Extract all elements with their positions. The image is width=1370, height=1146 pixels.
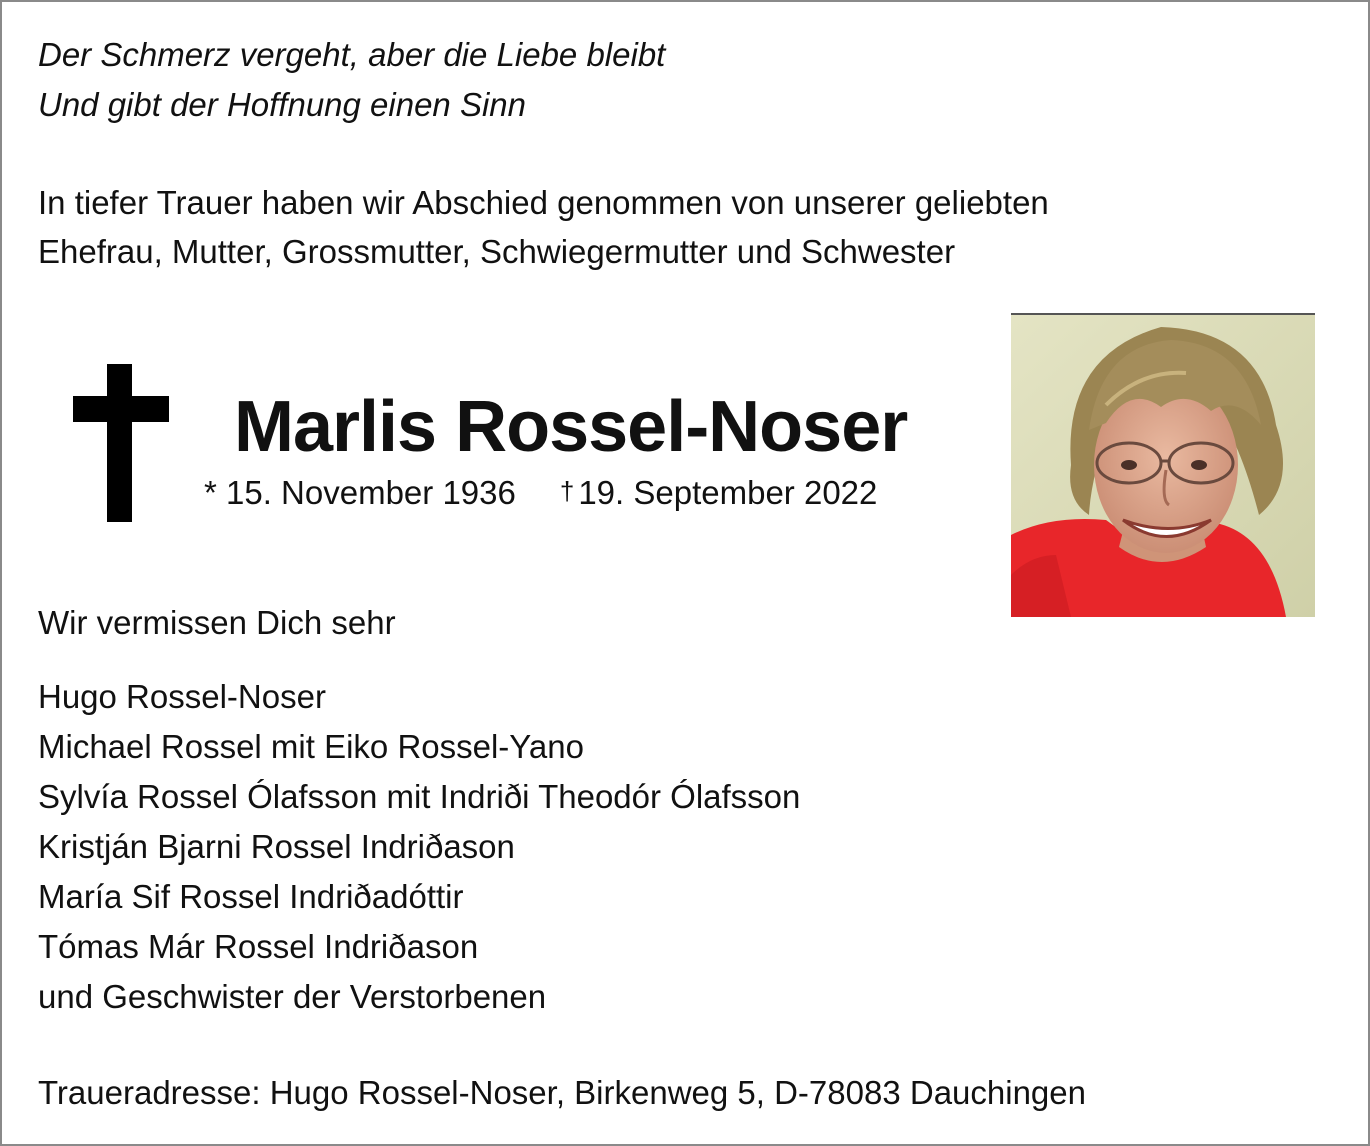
mourner-3: Sylvía Rossel Ólafsson mit Indriði Theodór Ólafsson [38, 778, 801, 815]
mourner-5: María Sif Rossel Indriðadóttir [38, 878, 464, 915]
deceased-name: Marlis Rossel-Noser [234, 387, 908, 467]
intro-line-1: In tiefer Trauer haben wir Abschied genommen von unserer geliebten [38, 184, 1049, 221]
mourning-address: Traueradresse: Hugo Rossel-Noser, Birkenweg 5, D-78083 Dauchingen [38, 1074, 1086, 1111]
mourner-2: Michael Rossel mit Eiko Rossel-Yano [38, 728, 584, 765]
life-dates [204, 472, 877, 512]
mourner-6: Tómas Már Rossel Indriðason [38, 928, 479, 965]
mourner-7: und Geschwister der Verstorbenen [38, 978, 547, 1015]
miss-you-line: Wir vermissen Dich sehr [38, 604, 396, 641]
intro-line-2: Ehefrau, Mutter, Grossmutter, Schwiegermutter und Schwester [38, 233, 956, 270]
mourner-1: Hugo Rossel-Noser [38, 678, 326, 715]
mourner-4: Kristján Bjarni Rossel Indriðason [38, 828, 515, 865]
poem-line-1: Der Schmerz vergeht, aber die Liebe bleibt [38, 36, 666, 73]
cross-icon [68, 352, 174, 528]
poem-line-2: Und gibt der Hoffnung einen Sinn [38, 86, 527, 123]
birth-date: * 15. November 1936 [204, 474, 516, 511]
dagger-icon: † [559, 476, 575, 506]
portrait-photo [1011, 313, 1315, 617]
death-date: 19. September 2022 [578, 474, 878, 511]
